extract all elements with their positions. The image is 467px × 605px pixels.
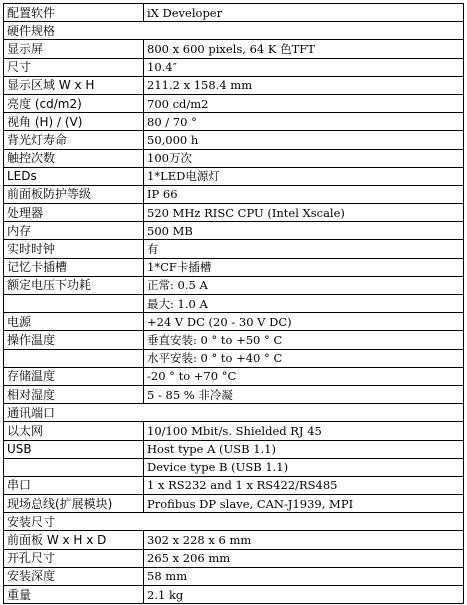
spec-row <box>4 94 464 112</box>
spec-value: 211.2 x 158.4 mm <box>144 76 464 94</box>
spec-value: IP 66 <box>144 185 464 203</box>
spec-label: 安装深度 <box>4 567 144 585</box>
spec-value: Profibus DP slave, CAN-J1939, MPI <box>144 495 464 513</box>
spec-label: 背光灯寿命 <box>4 131 144 149</box>
spec-label: 电源 <box>4 313 144 331</box>
spec-row <box>4 385 464 403</box>
spec-label: 现场总线(扩展模块) <box>4 495 144 513</box>
spec-row <box>4 185 464 203</box>
spec-value: 520 MHz RISC CPU (Intel Xscale) <box>144 204 464 222</box>
spec-value: 700 cd/m2 <box>144 94 464 112</box>
spec-row <box>4 367 464 385</box>
spec-value: 正常: 0.5 A <box>144 276 464 294</box>
spec-table-body <box>4 4 464 604</box>
spec-value: +24 V DC (20 - 30 V DC) <box>144 313 464 331</box>
spec-label: LEDs <box>4 167 144 185</box>
spec-label: 视角 (H) / (V) <box>4 113 144 131</box>
spec-value: 80 / 70 ° <box>144 113 464 131</box>
spec-row <box>4 586 464 604</box>
spec-table <box>3 3 464 604</box>
spec-value: Device type B (USB 1.1) <box>144 458 464 476</box>
spec-value: 58 mm <box>144 567 464 585</box>
spec-row <box>4 240 464 258</box>
spec-row <box>4 295 464 313</box>
spec-value: Host type A (USB 1.1) <box>144 440 464 458</box>
spec-value: 50,000 h <box>144 131 464 149</box>
spec-label: 记忆卡插槽 <box>4 258 144 276</box>
spec-label <box>4 295 144 313</box>
spec-row <box>4 495 464 513</box>
spec-value: 1*CF卡插槽 <box>144 258 464 276</box>
spec-row <box>4 313 464 331</box>
spec-row <box>4 131 464 149</box>
spec-value: 100万次 <box>144 149 464 167</box>
spec-label: 操作温度 <box>4 331 144 349</box>
spec-value: 1*LED电源灯 <box>144 167 464 185</box>
spec-label: 重量 <box>4 586 144 604</box>
spec-value: 500 MB <box>144 222 464 240</box>
spec-value: 水平安装: 0 ° to +40 ° C <box>144 349 464 367</box>
spec-label: 实时时钟 <box>4 240 144 258</box>
spec-row <box>4 531 464 549</box>
spec-value: 垂直安装: 0 ° to +50 ° C <box>144 331 464 349</box>
spec-row <box>4 58 464 76</box>
spec-value: 10/100 Mbit/s. Shielded RJ 45 <box>144 422 464 440</box>
spec-value: 265 x 206 mm <box>144 549 464 567</box>
spec-value: -20 ° to +70 °C <box>144 367 464 385</box>
section-row <box>4 404 464 422</box>
spec-row <box>4 149 464 167</box>
spec-value: 2.1 kg <box>144 586 464 604</box>
spec-row <box>4 204 464 222</box>
spec-row <box>4 549 464 567</box>
spec-row <box>4 276 464 294</box>
spec-label: USB <box>4 440 144 458</box>
spec-label: 尺寸 <box>4 58 144 76</box>
spec-label: 开孔尺寸 <box>4 549 144 567</box>
spec-row <box>4 331 464 349</box>
spec-row <box>4 113 464 131</box>
spec-value: 800 x 600 pixels, 64 K 色TFT <box>144 40 464 58</box>
spec-row <box>4 258 464 276</box>
spec-label: 以太网 <box>4 422 144 440</box>
spec-value: 10.4″ <box>144 58 464 76</box>
spec-row <box>4 222 464 240</box>
spec-value: 有 <box>144 240 464 258</box>
spec-label: 触控次数 <box>4 149 144 167</box>
spec-label: 显示区域 W x H <box>4 76 144 94</box>
section-heading: 硬件规格 <box>4 22 464 40</box>
section-row <box>4 22 464 40</box>
spec-label: 相对湿度 <box>4 385 144 403</box>
spec-row <box>4 76 464 94</box>
spec-label <box>4 458 144 476</box>
spec-value: 302 x 228 x 6 mm <box>144 531 464 549</box>
section-row <box>4 513 464 531</box>
spec-row <box>4 4 464 22</box>
spec-label: 处理器 <box>4 204 144 222</box>
spec-label: 显示屏 <box>4 40 144 58</box>
spec-label: 亮度 (cd/m2) <box>4 94 144 112</box>
spec-row <box>4 167 464 185</box>
spec-label: 前面板 W x H x D <box>4 531 144 549</box>
spec-label: 内存 <box>4 222 144 240</box>
spec-value: iX Developer <box>144 4 464 22</box>
spec-row <box>4 567 464 585</box>
spec-label: 前面板防护等级 <box>4 185 144 203</box>
spec-row <box>4 349 464 367</box>
spec-label <box>4 349 144 367</box>
spec-row <box>4 422 464 440</box>
spec-value: 1 x RS232 and 1 x RS422/RS485 <box>144 476 464 494</box>
spec-label: 存储温度 <box>4 367 144 385</box>
spec-label: 串口 <box>4 476 144 494</box>
spec-value: 最大: 1.0 A <box>144 295 464 313</box>
spec-label: 额定电压下功耗 <box>4 276 144 294</box>
section-heading: 通讯端口 <box>4 404 464 422</box>
section-heading: 安装尺寸 <box>4 513 464 531</box>
spec-row <box>4 476 464 494</box>
spec-value: 5 - 85 % 非冷凝 <box>144 385 464 403</box>
spec-row <box>4 458 464 476</box>
spec-row <box>4 440 464 458</box>
spec-row <box>4 40 464 58</box>
spec-label: 配置软件 <box>4 4 144 22</box>
